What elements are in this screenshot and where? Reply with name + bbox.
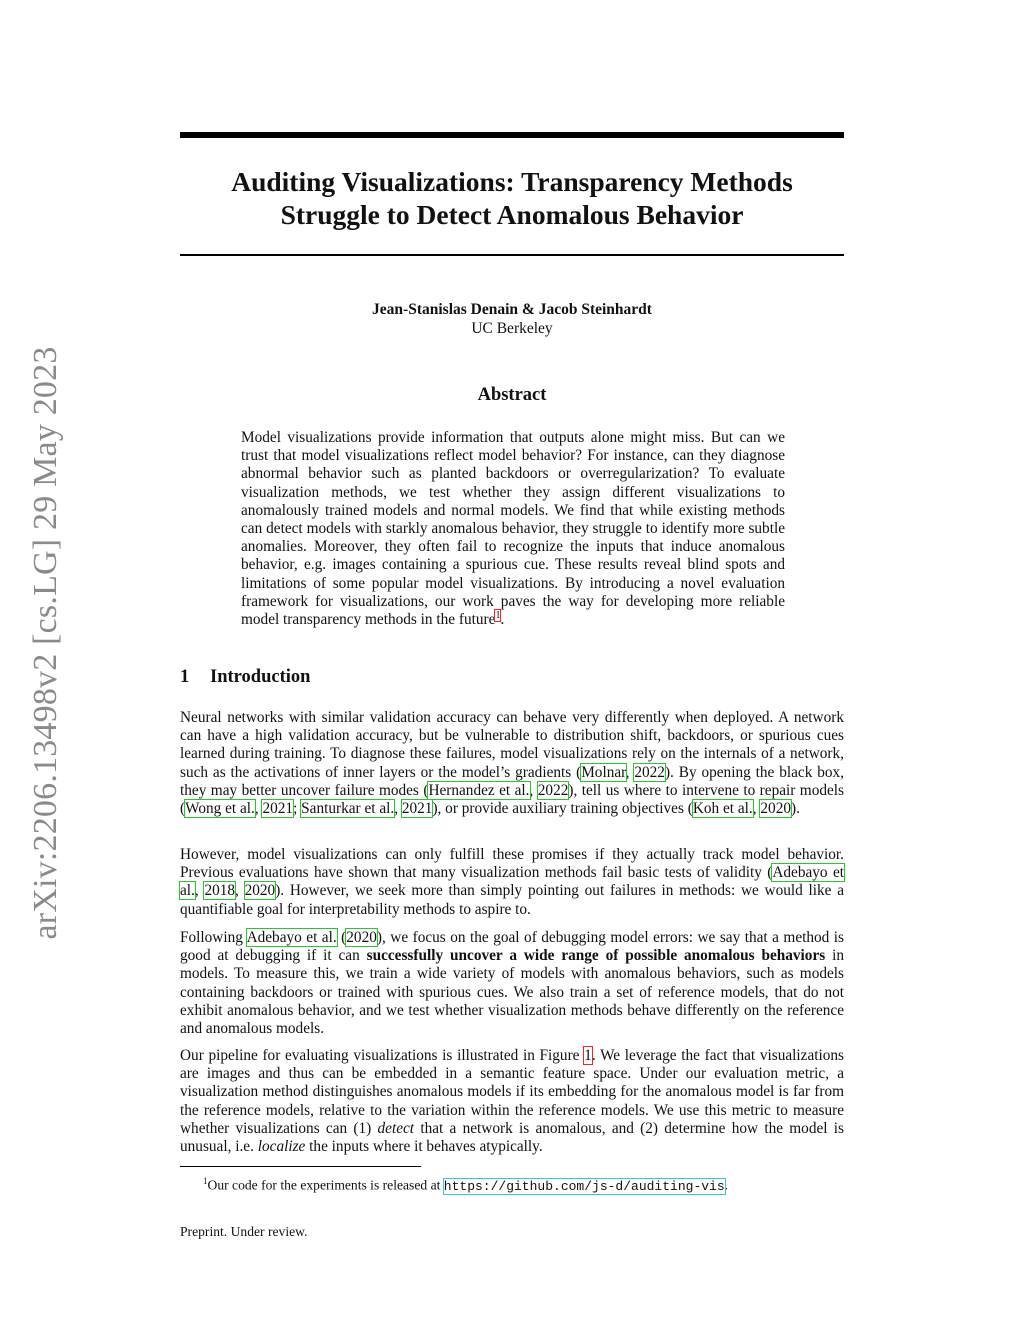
text-run: ,	[194, 882, 205, 900]
citation-link[interactable]: 2021	[262, 800, 294, 818]
emphasis-bold: successfully uncover a wide range of possible anomalous behaviors	[366, 947, 826, 965]
author-block	[180, 300, 844, 338]
emphasis-italic: localize	[257, 1138, 306, 1156]
section-heading-introduction	[180, 667, 310, 688]
footnote	[203, 1173, 728, 1195]
citation-link[interactable]: Koh et al.	[692, 800, 753, 818]
citation-link[interactable]: Molnar	[581, 763, 626, 781]
citation-link[interactable]: Santurkar et al.	[301, 800, 395, 818]
footnote-text: Our code for the experiments is released at	[207, 1177, 444, 1193]
text-run: the inputs where it behaves atypically.	[305, 1138, 543, 1156]
text-run: that a network is anomalous, and (2) determine how the model is unusual, i.e.	[180, 1119, 844, 1156]
abstract-body	[241, 429, 785, 629]
title-line-2: Struggle to Detect Anomalous Behavior	[280, 199, 744, 230]
text-run: ,	[752, 800, 761, 818]
text-run: Following	[180, 929, 247, 946]
text-run: However, model visualizations can only fulfill these promises if they actually track model behavior. Previous evaluations have shown that many visualization methods fail basic tests of validity (	[180, 846, 844, 882]
title-top-rule	[180, 132, 844, 138]
citation-link[interactable]: Wong et al.	[185, 800, 255, 818]
citation-link[interactable]: 2020	[346, 929, 377, 946]
text-run: in models. To measure this, we train a wide variety of models with anomalous behaviors, such as models containing backdoors or trained with spurious cues. We also train a set of reference models, that do not exhibit anomalous behavior, and we test whether visualization methods behave differently on the reference and anomalous models.	[180, 947, 844, 1038]
text-run: ).	[790, 800, 800, 818]
text-run: ,	[625, 763, 635, 781]
text-run: ,	[394, 800, 402, 818]
intro-paragraph-2	[180, 846, 844, 919]
emphasis-italic: detect	[377, 1119, 415, 1137]
text-run: ,	[254, 800, 263, 818]
title-bottom-rule	[180, 254, 844, 256]
title-line-1: Auditing Visualizations: Transparency Methods	[231, 166, 793, 197]
intro-paragraph-1	[180, 709, 844, 818]
text-run: ), or provide auxiliary training objectives (	[432, 800, 693, 818]
text-run: . We leverage the fact that visualizations are images and thus can be embedded in a semantic feature space. Under our evaluation metric, a visualization method distinguishes anomalous models if its embedding for the anomalous model is far from the reference models, relative to the variation within the reference models. We use this metric to measure whether visualizations can (1)	[180, 1047, 844, 1137]
section-title: Introduction	[210, 667, 311, 687]
citation-link[interactable]: 2018	[204, 882, 236, 900]
author-affiliation: UC Berkeley	[471, 320, 553, 337]
code-url-link[interactable]: https://github.com/js-d/auditing-vis	[443, 1178, 725, 1194]
citation-link[interactable]: 2020	[244, 882, 276, 900]
text-run: ), we focus on the goal of debugging model errors: we say that a method is good at debugging if it can	[180, 929, 845, 965]
abstract-text: Model visualizations provide information that outputs alone might miss. But can we trust that model visualizations reflect model behavior? For instance, can they diagnose abnormal behavior such as planted backdoors or overregularization? To evaluate visualization methods, we test whether they assign different visualizations to anomalously trained models and normal models. We find that while existing methods can detect models with starkly anomalous behavior, they struggle to identify more subtle anomalies. Moreover, they often fail to recognize the inputs that induce anomalous behavior, e.g. images containing a spurious cue. These results reveal blind spots and limitations of some popular model visualizations. By introducing a novel evaluation framework for visualizations, our work paves the way for developing more reliable model transparency methods in the future	[241, 429, 785, 629]
citation-link[interactable]: Hernandez et al.	[428, 781, 530, 799]
text-run: ), tell us where to intervene to repair models (	[180, 781, 844, 818]
preprint-note: Preprint. Under review.	[180, 1224, 308, 1239]
text-run: Neural networks with similar validation accuracy can behave very differently when deployed. A network can have a high validation accuracy, but be vulnerable to distribution shift, backdoors, or spurious cues learned during training. To diagnose these failures, model visualizations rely on the internals of a network, such as the activations of inner layers or the model’s gradients (	[180, 709, 844, 781]
text-run: (	[336, 929, 347, 946]
arxiv-identifier: arXiv:2206.13498v2 [cs.LG] 29 May 2023	[27, 345, 64, 940]
citation-link[interactable]: 2022	[537, 781, 569, 799]
footnote-ref-link[interactable]: 1	[495, 609, 501, 621]
intro-paragraph-3	[180, 929, 844, 1038]
author-names: Jean-Stanislas Denain & Jacob Steinhardt	[372, 301, 652, 318]
footnote-end: .	[724, 1177, 729, 1193]
paper-title	[180, 165, 844, 231]
text-run: ). However, we seek more than simply pointing out failures in methods: we would like a quantifiable goal for interpretability methods to aspire to.	[180, 882, 844, 918]
intro-paragraph-4	[180, 1047, 844, 1156]
abstract-end: .	[500, 611, 505, 629]
citation-link[interactable]: Adebayo et al.	[180, 864, 844, 900]
arxiv-stamp	[22, 345, 70, 940]
citation-link[interactable]: Adebayo et al.	[246, 929, 337, 946]
abstract-heading: Abstract	[477, 385, 547, 405]
citation-link[interactable]: 2021	[401, 800, 433, 818]
text-run: Our pipeline for evaluating visualizations is illustrated in Figure	[180, 1047, 585, 1064]
citation-link[interactable]: 2022	[634, 763, 665, 781]
text-run: ;	[293, 800, 302, 818]
citation-link[interactable]: 2020	[760, 800, 791, 818]
text-run: ,	[529, 781, 538, 799]
footnote-marker: 1	[203, 1176, 208, 1186]
text-run: ). By opening the black box, they may better uncover failure modes (	[180, 763, 844, 799]
footnote-rule	[180, 1166, 421, 1167]
text-run: ,	[235, 882, 245, 900]
figure-ref-link[interactable]: 1	[584, 1047, 592, 1064]
section-number: 1	[180, 667, 190, 687]
